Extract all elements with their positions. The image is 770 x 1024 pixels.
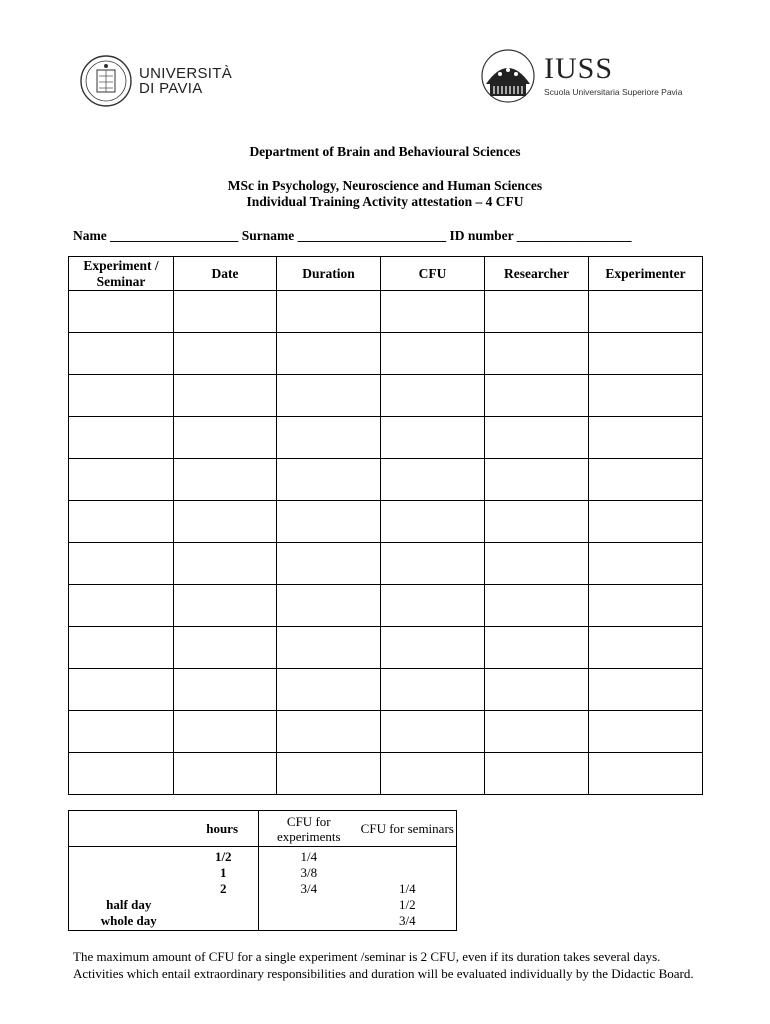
cfu-table-header	[69, 811, 457, 847]
activity-cell[interactable]	[381, 543, 485, 585]
cfu-hours-value	[189, 913, 259, 929]
activity-cell[interactable]	[69, 543, 174, 585]
iuss-name: IUSS	[544, 52, 614, 85]
activity-cell[interactable]	[277, 669, 381, 711]
activity-cell[interactable]	[174, 669, 277, 711]
activity-row	[69, 753, 703, 795]
activity-cell[interactable]	[174, 627, 277, 669]
cfu-seminars-value: 1/2	[398, 897, 416, 912]
activity-cell[interactable]	[277, 459, 381, 501]
cfu-table-body	[69, 847, 457, 931]
activity-cell[interactable]	[485, 501, 589, 543]
department-heading: Department of Brain and Behavioural Sciences	[249, 144, 521, 159]
form-title: Individual Training Activity attestation – 4 CFU	[246, 194, 524, 209]
header-date: Date	[174, 257, 277, 291]
activity-cell[interactable]	[589, 585, 703, 627]
cfu-experiments-value: 1/4	[300, 849, 318, 864]
activity-cell[interactable]	[277, 711, 381, 753]
notes	[73, 948, 733, 982]
activity-cell[interactable]	[69, 753, 174, 795]
activity-row	[69, 417, 703, 459]
activity-cell[interactable]	[174, 459, 277, 501]
activity-cell[interactable]	[69, 291, 174, 333]
activity-cell[interactable]	[589, 417, 703, 459]
activity-cell[interactable]	[277, 501, 381, 543]
activity-row	[69, 711, 703, 753]
cfu-header-hours: hours	[69, 811, 259, 847]
activity-row	[69, 375, 703, 417]
cfu-hours-value: 1/2	[214, 849, 232, 864]
cfu-hours-column	[189, 847, 259, 931]
iuss-building-icon	[478, 48, 538, 104]
activity-cell[interactable]	[589, 333, 703, 375]
cfu-header-experiments: CFU for experiments	[259, 811, 359, 847]
activity-cell[interactable]	[485, 711, 589, 753]
cfu-seminars-value	[359, 849, 457, 865]
cfu-header-seminars: CFU for seminars	[359, 811, 457, 847]
activity-cell[interactable]	[381, 669, 485, 711]
activity-cell[interactable]	[277, 543, 381, 585]
activity-cell[interactable]	[381, 333, 485, 375]
activity-cell[interactable]	[381, 753, 485, 795]
activity-cell[interactable]	[277, 627, 381, 669]
cfu-experiments-value: 3/4	[300, 881, 318, 896]
activity-cell[interactable]	[69, 375, 174, 417]
cfu-label-column	[69, 847, 189, 931]
activity-row	[69, 585, 703, 627]
activity-row	[69, 543, 703, 585]
activity-cell[interactable]	[69, 501, 174, 543]
name-surname-id-line: Name ___________________ Surname ______________________ ID number _________________	[73, 228, 632, 243]
activity-cell[interactable]	[69, 711, 174, 753]
cfu-label-whole-day: whole day	[100, 913, 157, 928]
pavia-seal-icon	[79, 54, 133, 108]
activity-cell[interactable]	[485, 333, 589, 375]
pavia-line1: UNIVERSITÀ	[139, 65, 233, 82]
activity-cell[interactable]	[485, 459, 589, 501]
cfu-label-half-day: half day	[106, 897, 152, 912]
cfu-label	[69, 849, 189, 865]
activity-cell[interactable]	[174, 501, 277, 543]
cfu-hours-value	[189, 897, 259, 913]
cfu-hours-value: 2	[220, 881, 227, 896]
activity-cell[interactable]	[381, 291, 485, 333]
cfu-seminars-value: 3/4	[398, 913, 416, 928]
activity-row	[69, 669, 703, 711]
university-of-pavia-logo	[79, 54, 232, 108]
activity-cell[interactable]	[589, 501, 703, 543]
program-heading: MSc in Psychology, Neuroscience and Human Sciences	[227, 178, 543, 193]
activity-cell[interactable]	[589, 375, 703, 417]
activity-row	[69, 291, 703, 333]
activity-cell[interactable]	[69, 417, 174, 459]
cfu-experiments-value	[259, 897, 359, 913]
activity-cell[interactable]	[485, 291, 589, 333]
activity-table-body	[69, 291, 703, 795]
note-max-cfu: The maximum amount of CFU for a single experiment /seminar is 2 CFU, even if its duration takes several days.	[73, 949, 661, 964]
activity-row	[69, 627, 703, 669]
header-cfu: CFU	[381, 257, 485, 291]
cfu-experiments-value	[259, 913, 359, 929]
activity-cell[interactable]	[381, 711, 485, 753]
activity-row	[69, 333, 703, 375]
activity-cell[interactable]	[174, 711, 277, 753]
activity-cell[interactable]	[174, 417, 277, 459]
activity-cell[interactable]	[69, 669, 174, 711]
cfu-label	[69, 865, 189, 881]
activity-cell[interactable]	[589, 711, 703, 753]
cfu-experiments-column	[259, 847, 359, 931]
pavia-line2: DI PAVIA	[139, 80, 203, 97]
activity-table	[68, 256, 703, 795]
activity-cell[interactable]	[589, 291, 703, 333]
cfu-experiments-value: 3/8	[300, 865, 318, 880]
activity-cell[interactable]	[589, 543, 703, 585]
activity-cell[interactable]	[485, 585, 589, 627]
activity-cell[interactable]	[485, 375, 589, 417]
activity-cell[interactable]	[174, 543, 277, 585]
activity-cell[interactable]	[589, 669, 703, 711]
activity-cell[interactable]	[174, 375, 277, 417]
activity-cell[interactable]	[485, 627, 589, 669]
activity-row	[69, 459, 703, 501]
activity-cell[interactable]	[381, 375, 485, 417]
cfu-label	[69, 881, 189, 897]
activity-cell[interactable]	[277, 417, 381, 459]
cfu-conversion-table	[68, 810, 457, 931]
cfu-seminars-value: 1/4	[398, 881, 416, 896]
activity-cell[interactable]	[174, 291, 277, 333]
activity-cell[interactable]	[485, 753, 589, 795]
activity-cell[interactable]	[69, 627, 174, 669]
header-experimenter: Experimenter	[589, 257, 703, 291]
iuss-subtitle: Scuola Universitaria Superiore Pavia	[544, 87, 683, 97]
header-experiment-seminar: Experiment / Seminar	[69, 257, 174, 291]
activity-row	[69, 501, 703, 543]
activity-table-header	[69, 257, 703, 291]
iuss-logo	[478, 48, 682, 104]
activity-cell[interactable]	[277, 585, 381, 627]
activity-cell[interactable]	[174, 753, 277, 795]
activity-cell[interactable]	[277, 333, 381, 375]
activity-cell[interactable]	[381, 501, 485, 543]
activity-cell[interactable]	[69, 459, 174, 501]
activity-cell[interactable]	[485, 669, 589, 711]
header-duration: Duration	[277, 257, 381, 291]
activity-cell[interactable]	[277, 375, 381, 417]
activity-cell[interactable]	[381, 627, 485, 669]
note-extraordinary-activities: Activities which entail extraordinary responsibilities and duration will be evaluated individually by the Didactic Board.	[73, 966, 694, 981]
activity-cell[interactable]	[485, 543, 589, 585]
cfu-hours-value: 1	[220, 865, 227, 880]
activity-cell[interactable]	[69, 333, 174, 375]
activity-cell[interactable]	[277, 291, 381, 333]
header-researcher: Researcher	[485, 257, 589, 291]
cfu-seminars-column	[359, 847, 457, 931]
activity-cell[interactable]	[381, 585, 485, 627]
activity-cell[interactable]	[174, 333, 277, 375]
pavia-wordmark	[139, 66, 232, 96]
activity-cell[interactable]	[485, 417, 589, 459]
activity-cell[interactable]	[69, 585, 174, 627]
activity-cell[interactable]	[589, 753, 703, 795]
activity-cell[interactable]	[589, 459, 703, 501]
activity-cell[interactable]	[381, 459, 485, 501]
activity-cell[interactable]	[381, 417, 485, 459]
cfu-seminars-value	[359, 865, 457, 881]
activity-cell[interactable]	[277, 753, 381, 795]
activity-cell[interactable]	[174, 585, 277, 627]
activity-cell[interactable]	[589, 627, 703, 669]
